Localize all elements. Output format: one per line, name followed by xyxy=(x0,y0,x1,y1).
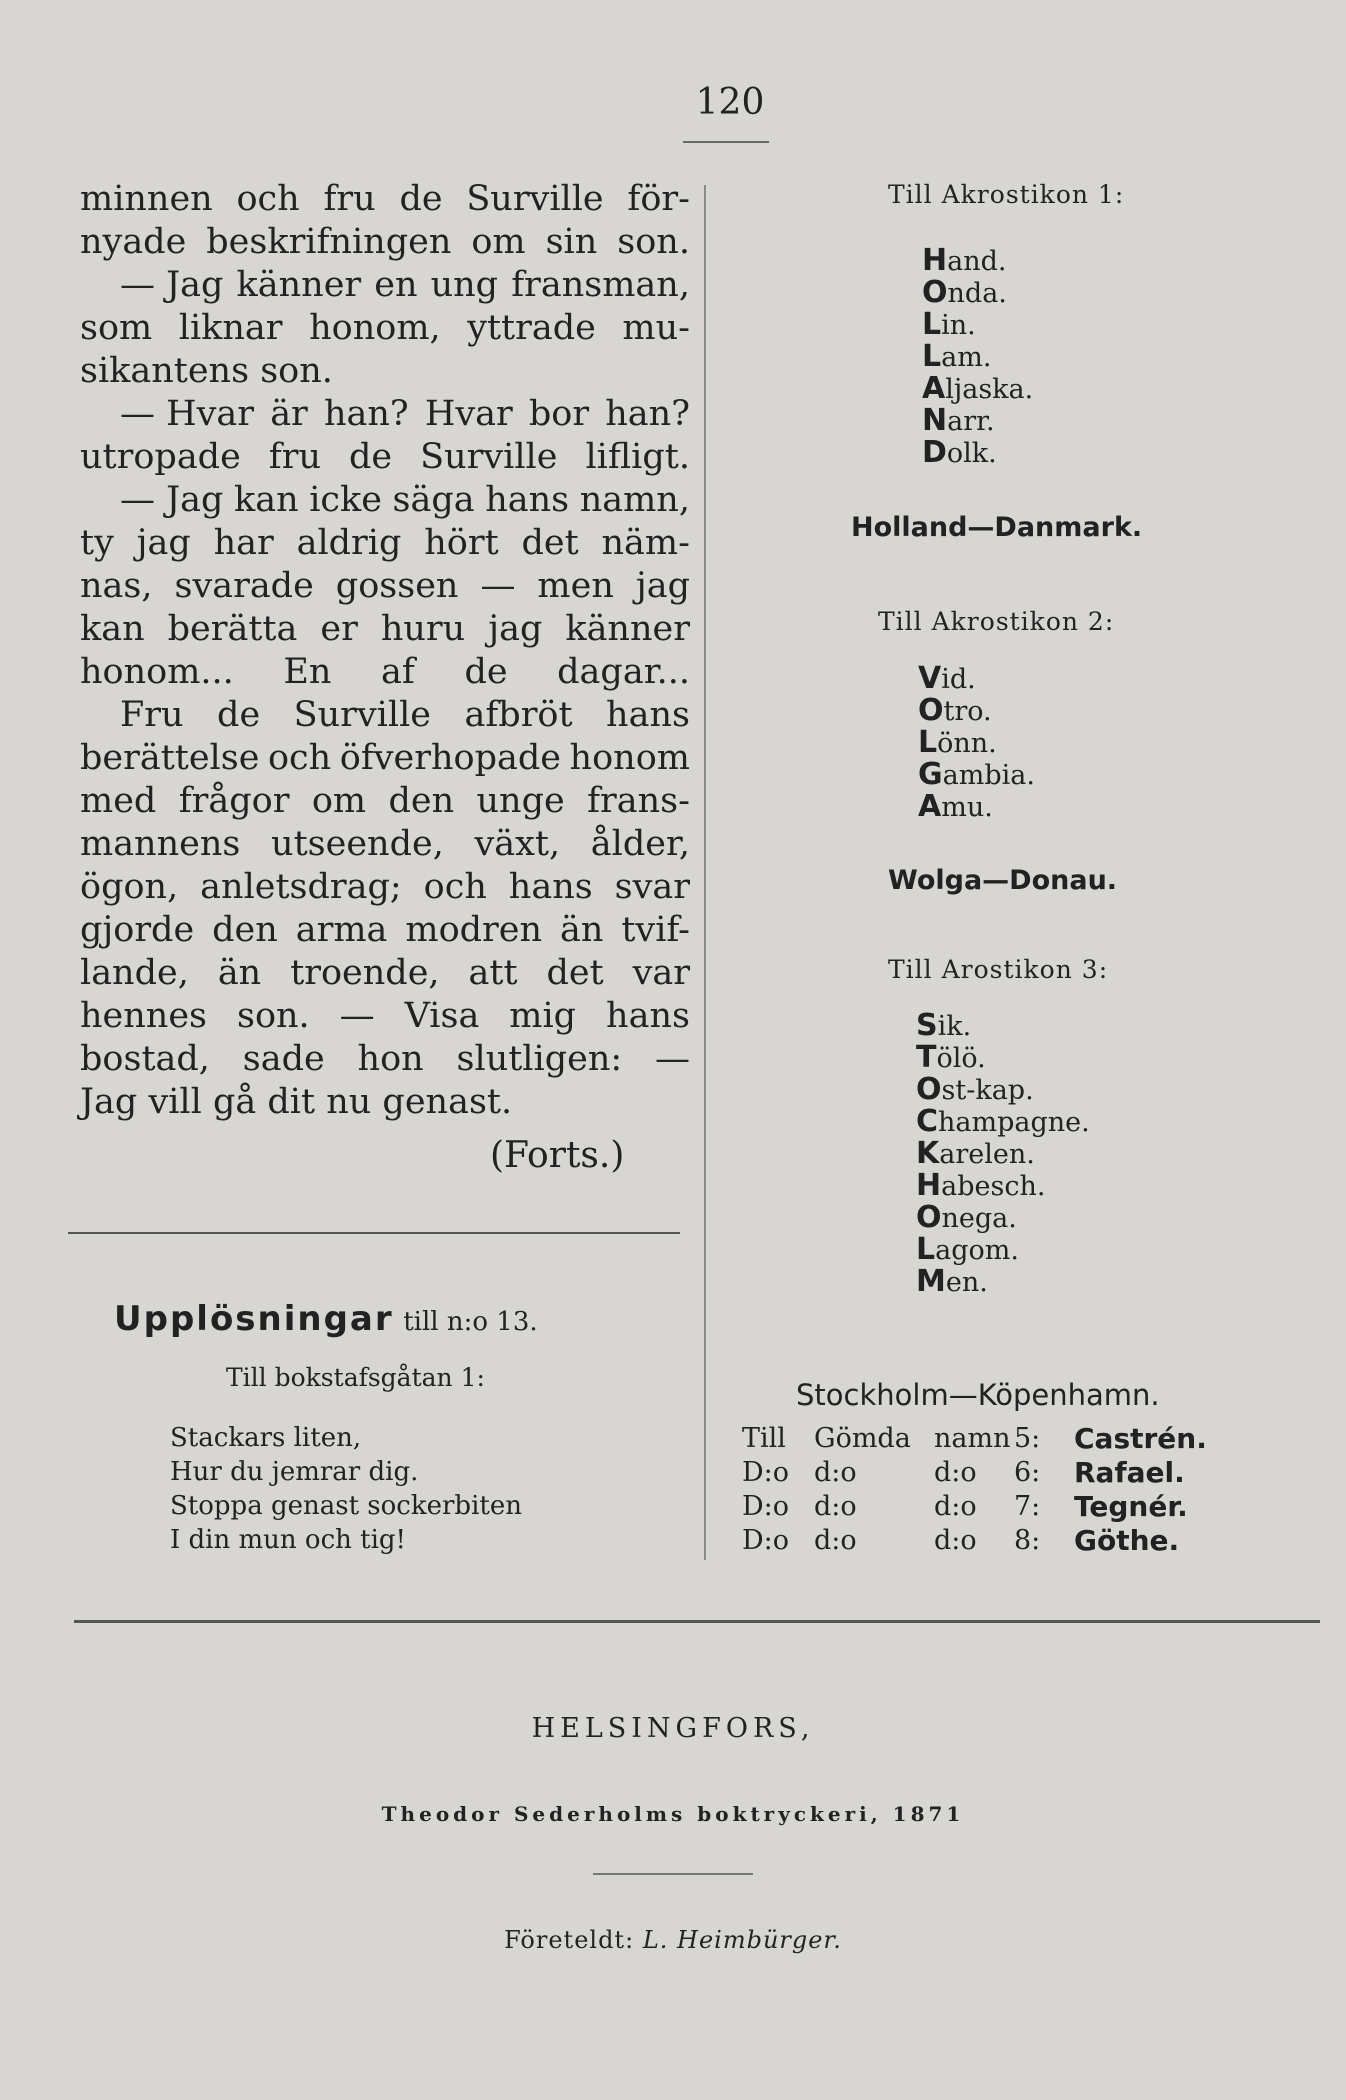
gomda-cell: d:o xyxy=(814,1457,857,1488)
story-line xyxy=(80,178,690,221)
story-line xyxy=(80,479,690,522)
story-word: slutligen: xyxy=(456,1039,623,1079)
solutions-title xyxy=(114,1299,538,1339)
story-word: af xyxy=(381,652,415,692)
acrostic-word xyxy=(922,373,1033,405)
solutions-title-suffix: till n:o 13. xyxy=(403,1307,538,1337)
acrostic-rest: id. xyxy=(941,664,976,695)
akrostikon1-list xyxy=(922,245,1033,469)
story-line xyxy=(80,522,690,565)
story-word: nas, xyxy=(80,566,153,606)
akrostikon1-heading: Till Akrostikon 1: xyxy=(888,180,1125,209)
acrostic-word xyxy=(922,309,1033,341)
story-word: er xyxy=(320,609,358,649)
story-word: Jag xyxy=(80,1082,138,1122)
gomda-cell: D:o xyxy=(742,1457,789,1488)
story-word: Surville xyxy=(293,695,431,735)
story-line xyxy=(80,221,690,264)
story-word: — xyxy=(339,996,375,1036)
continued-note: (Forts.) xyxy=(490,1135,625,1176)
bokstafsgatan-poem xyxy=(170,1421,522,1557)
story-word: honom xyxy=(569,738,690,778)
acrostic-initial: D xyxy=(922,435,947,470)
story-line xyxy=(80,608,690,651)
gomda-cell: namn xyxy=(934,1423,1011,1454)
akrostikon2-list xyxy=(918,663,1035,823)
acrostic-initial: G xyxy=(918,757,943,792)
acrostic-rest: nega. xyxy=(941,1203,1017,1234)
acrostic-word xyxy=(918,759,1035,791)
solutions-title-text: Upplösningar xyxy=(114,1299,394,1339)
story-word: genast. xyxy=(382,1082,513,1122)
story-word: berätta xyxy=(167,609,298,649)
story-word: den xyxy=(212,910,278,950)
gomda-cell: 6: xyxy=(1014,1457,1041,1488)
story-word: öfverhopade xyxy=(339,738,561,778)
story-word: de xyxy=(399,179,443,219)
imprint-editor xyxy=(0,1926,1346,1954)
story-word: det xyxy=(546,953,604,993)
page-number: 120 xyxy=(695,82,765,123)
poem-line: Stoppa genast sockerbiten xyxy=(170,1491,522,1521)
story-word: — Jag xyxy=(120,480,224,520)
gomda-cell: d:o xyxy=(934,1491,977,1522)
story-word: En xyxy=(283,652,332,692)
story-word: liknar xyxy=(178,308,283,348)
story-line xyxy=(80,436,690,479)
acrostic-initial: L xyxy=(922,307,942,342)
story-line xyxy=(80,1081,690,1124)
story-word: modren xyxy=(405,910,543,950)
acrostic-word xyxy=(916,1138,1090,1170)
story-word: fru xyxy=(323,179,376,219)
gomda-cell: d:o xyxy=(814,1525,857,1556)
story-word: ung xyxy=(430,265,499,305)
story-line xyxy=(80,952,690,995)
acrostic-word xyxy=(922,405,1033,437)
story-word: beskrifningen xyxy=(206,222,452,262)
acrostic-word xyxy=(922,277,1033,309)
story-word: jag xyxy=(136,523,191,563)
story-word: frans- xyxy=(587,781,690,821)
poem-line: Stackars liten, xyxy=(170,1423,362,1453)
story-word: är xyxy=(270,394,308,434)
acrostic-initial: O xyxy=(918,693,944,728)
gomda-cell: D:o xyxy=(742,1525,789,1556)
story-word: gjorde xyxy=(80,910,195,950)
story-word: bostad, xyxy=(80,1039,210,1079)
story-word: hört xyxy=(424,523,499,563)
story-line xyxy=(80,909,690,952)
story-word: aldrig xyxy=(296,523,402,563)
story-word: känner xyxy=(565,609,690,649)
story-word: arma xyxy=(295,910,388,950)
story-word: har xyxy=(213,523,274,563)
story-word: utseende, xyxy=(271,824,444,864)
acrostic-word xyxy=(916,1266,1090,1298)
story-word: afbröt xyxy=(464,695,573,735)
story-word: icke xyxy=(309,480,382,520)
acrostic-rest: ölö. xyxy=(936,1043,986,1074)
poem-line: I din mun och tig! xyxy=(170,1525,406,1555)
story-word: de xyxy=(349,437,393,477)
acrostic-word xyxy=(916,1234,1090,1266)
story-word: att xyxy=(468,953,518,993)
acrostic-rest: and. xyxy=(947,246,1007,277)
story-line xyxy=(80,565,690,608)
story-word: hans xyxy=(606,996,690,1036)
acrostic-rest: agom. xyxy=(935,1235,1019,1266)
acrostic-word xyxy=(922,341,1033,373)
story-word: och xyxy=(267,738,332,778)
story-word: lande, xyxy=(80,953,189,993)
acrostic-word xyxy=(916,1202,1090,1234)
gomda-answer: Castrén. xyxy=(1074,1422,1207,1455)
story-word: troende, xyxy=(290,953,440,993)
acrostic-word xyxy=(922,437,1033,469)
story-word: en xyxy=(374,265,418,305)
imprint-city: HELSINGFORS, xyxy=(531,1713,815,1744)
story-word: unge xyxy=(476,781,565,821)
story-word: var xyxy=(632,953,690,993)
story-word: dit xyxy=(267,1082,316,1122)
story-word: och xyxy=(236,179,300,219)
story-word: näm- xyxy=(601,523,690,563)
story-word: fru xyxy=(268,437,322,477)
story-word: mu- xyxy=(622,308,690,348)
acrostic-rest: st-kap. xyxy=(941,1075,1034,1106)
story-word: — Hvar xyxy=(120,394,255,434)
story-line xyxy=(80,995,690,1038)
bokstafsgatan-heading: Till bokstafsgåtan 1: xyxy=(226,1363,485,1392)
acrostic-initial: C xyxy=(916,1104,939,1139)
poem-line: Hur du jemrar dig. xyxy=(170,1457,419,1487)
acrostic-word xyxy=(916,1170,1090,1202)
story-word: känner xyxy=(236,265,362,305)
acrostic-rest: tro. xyxy=(943,696,992,727)
acrostic-rest: ambia. xyxy=(942,760,1035,791)
akrostikon3-list xyxy=(916,1010,1090,1298)
story-word: honom... xyxy=(80,652,234,692)
gomda-answer: Göthe. xyxy=(1074,1524,1180,1557)
story-word: nu xyxy=(326,1082,372,1122)
acrostic-word xyxy=(918,695,1035,727)
story-line xyxy=(80,651,690,694)
acrostic-rest: nda. xyxy=(947,278,1007,309)
story-word: hans xyxy=(485,480,570,520)
gomda-answer: Tegnér. xyxy=(1074,1490,1188,1523)
story-line xyxy=(80,264,690,307)
story-word: den xyxy=(388,781,455,821)
story-word: för- xyxy=(627,179,690,219)
story-word: sin xyxy=(545,222,598,262)
story-word: än xyxy=(559,910,604,950)
acrostic-word xyxy=(916,1106,1090,1138)
acrostic-rest: am. xyxy=(941,342,992,373)
acrostic-word xyxy=(916,1010,1090,1042)
story-word: Fru xyxy=(120,695,184,735)
imprint-printer: Theodor Sederholms boktryckeri, 1871 xyxy=(381,1802,965,1826)
editor-label: Företeldt: xyxy=(504,1926,635,1954)
story-word: om xyxy=(311,781,367,821)
story-line xyxy=(80,307,690,350)
acrostic-initial: A xyxy=(922,371,946,406)
acrostic-initial: N xyxy=(922,403,948,438)
story-line xyxy=(80,737,690,780)
acrostic-initial: V xyxy=(918,661,942,696)
gomda-row xyxy=(742,1524,1207,1558)
story-word: anletsdrag; xyxy=(200,867,402,907)
story-word: minnen xyxy=(80,179,213,219)
acrostic-rest: mu. xyxy=(941,792,993,823)
acrostic-rest: en. xyxy=(945,1267,988,1298)
story-line xyxy=(80,393,690,436)
acrostic-word xyxy=(918,663,1035,695)
story-word: säga xyxy=(392,480,475,520)
story-word: de xyxy=(464,652,508,692)
story-word: tvif- xyxy=(621,910,690,950)
acrostic-rest: hampagne. xyxy=(938,1107,1090,1138)
story-word: de xyxy=(217,695,261,735)
acrostic-initial: O xyxy=(916,1072,942,1107)
story-word: jag xyxy=(488,609,543,649)
story-word: men xyxy=(537,566,614,606)
imprint-rule xyxy=(593,1873,753,1875)
acrostic-rest: önn. xyxy=(937,728,997,759)
story-word: son. xyxy=(236,996,310,1036)
story-word: gå xyxy=(212,1082,257,1122)
story-word: hon xyxy=(357,1039,424,1079)
editor-name: L. Heimbürger. xyxy=(642,1926,842,1954)
story-word: nyade xyxy=(80,222,187,262)
story-line xyxy=(80,694,690,737)
story-word: frågor xyxy=(178,781,290,821)
story-word: lifligt. xyxy=(585,437,690,477)
acrostic-rest: in. xyxy=(941,310,976,341)
bottom-rule xyxy=(74,1620,1320,1623)
acrostic-initial: A xyxy=(918,789,942,824)
acrostic-rest: ik. xyxy=(937,1011,972,1042)
section-rule xyxy=(68,1232,680,1234)
story-word: bor xyxy=(528,394,590,434)
story-word: hans xyxy=(508,867,593,907)
acrostic-word xyxy=(918,727,1035,759)
story-word: sade xyxy=(242,1039,325,1079)
acrostic-rest: ljaska. xyxy=(945,374,1034,405)
acrostic-initial: O xyxy=(916,1200,942,1235)
gomda-cell: d:o xyxy=(814,1491,857,1522)
story-word: vill xyxy=(148,1082,202,1122)
story-line xyxy=(80,1038,690,1081)
gomda-cell: D:o xyxy=(742,1491,789,1522)
story-word: det xyxy=(521,523,579,563)
story-word: huru xyxy=(380,609,466,649)
acrostic-initial: M xyxy=(916,1264,946,1299)
gomda-cell: Till xyxy=(742,1423,786,1454)
story-word: Surville xyxy=(420,437,558,477)
gomda-cell: 5: xyxy=(1014,1423,1041,1454)
akrostikon2-heading: Till Akrostikon 2: xyxy=(878,607,1115,636)
page-number-rule xyxy=(683,141,769,143)
story-word: hans xyxy=(606,695,690,735)
story-word: Surville xyxy=(466,179,604,219)
acrostic-initial: K xyxy=(916,1136,940,1171)
story-word: mannens xyxy=(80,824,241,864)
gomda-cell: 7: xyxy=(1014,1491,1041,1522)
acrostic-initial: L xyxy=(918,725,938,760)
story-word: — xyxy=(655,1039,690,1079)
story-word: som xyxy=(80,308,153,348)
acrostic-initial: H xyxy=(916,1168,942,1203)
column-divider xyxy=(704,185,706,1560)
story-word: än xyxy=(217,953,262,993)
acrostic-word xyxy=(916,1042,1090,1074)
story-word: jag xyxy=(635,566,690,606)
acrostic-initial: L xyxy=(922,339,942,374)
story-word: ögon, xyxy=(80,867,179,907)
story-word: berättelse xyxy=(80,738,260,778)
story-word: med xyxy=(80,781,157,821)
acrostic-rest: arr. xyxy=(947,406,995,437)
gomda-row xyxy=(742,1456,1207,1490)
acrostic-initial: O xyxy=(922,275,948,310)
gomda-row xyxy=(742,1422,1207,1456)
story-line xyxy=(80,823,690,866)
story-line xyxy=(80,866,690,909)
story-line xyxy=(80,350,690,393)
acrostic-initial: L xyxy=(916,1232,936,1267)
story-word: son. xyxy=(617,222,690,262)
story-text xyxy=(80,178,690,1124)
story-word: namn, xyxy=(579,480,690,520)
acrostic-initial: H xyxy=(922,243,948,278)
story-word: — xyxy=(480,566,516,606)
gomda-cell: d:o xyxy=(934,1457,977,1488)
story-word: mig xyxy=(509,996,577,1036)
story-word: fransman, xyxy=(511,265,690,305)
story-word: han? xyxy=(605,394,690,434)
story-word: svar xyxy=(614,867,690,907)
story-word: växt, xyxy=(474,824,561,864)
story-word: ålder, xyxy=(590,824,690,864)
story-word: sikantens xyxy=(80,351,250,391)
gomda-answer: Rafael. xyxy=(1074,1456,1185,1489)
acrostic-word xyxy=(918,791,1035,823)
akrostikon3-heading: Till Arostikon 3: xyxy=(888,955,1109,984)
story-word: kan xyxy=(80,609,145,649)
gomda-cell: 8: xyxy=(1014,1525,1041,1556)
acrostic-rest: olk. xyxy=(946,438,997,469)
story-word: hennes xyxy=(80,996,208,1036)
story-word: — Jag xyxy=(120,265,224,305)
acrostic-initial: T xyxy=(916,1040,937,1075)
story-word: och xyxy=(423,867,487,907)
story-word: yttrade xyxy=(467,308,596,348)
story-word: han? xyxy=(323,394,409,434)
gomda-cell: Gömda xyxy=(814,1423,911,1454)
story-word: son. xyxy=(260,351,333,391)
story-word: kan xyxy=(234,480,299,520)
akrostikon1-answer: Holland—Danmark. xyxy=(851,512,1143,543)
story-word: utropade xyxy=(80,437,241,477)
story-word: Hvar xyxy=(424,394,513,434)
akrostikon3-answer: Stockholm—Köpenhamn. xyxy=(796,1378,1160,1412)
story-word: svarade xyxy=(174,566,314,606)
story-word: honom, xyxy=(309,308,441,348)
story-word: ty xyxy=(80,523,114,563)
akrostikon2-answer: Wolga—Donau. xyxy=(888,865,1118,896)
acrostic-initial: S xyxy=(916,1008,938,1043)
story-word: gossen xyxy=(335,566,459,606)
story-word: Visa xyxy=(404,996,480,1036)
gomda-row xyxy=(742,1490,1207,1524)
story-word: om xyxy=(471,222,526,262)
acrostic-word xyxy=(922,245,1033,277)
gomda-namn-table xyxy=(742,1422,1207,1558)
story-line xyxy=(80,780,690,823)
gomda-cell: d:o xyxy=(934,1525,977,1556)
acrostic-word xyxy=(916,1074,1090,1106)
acrostic-rest: arelen. xyxy=(939,1139,1035,1170)
story-word: dagar... xyxy=(557,652,690,692)
acrostic-rest: abesch. xyxy=(941,1171,1046,1202)
